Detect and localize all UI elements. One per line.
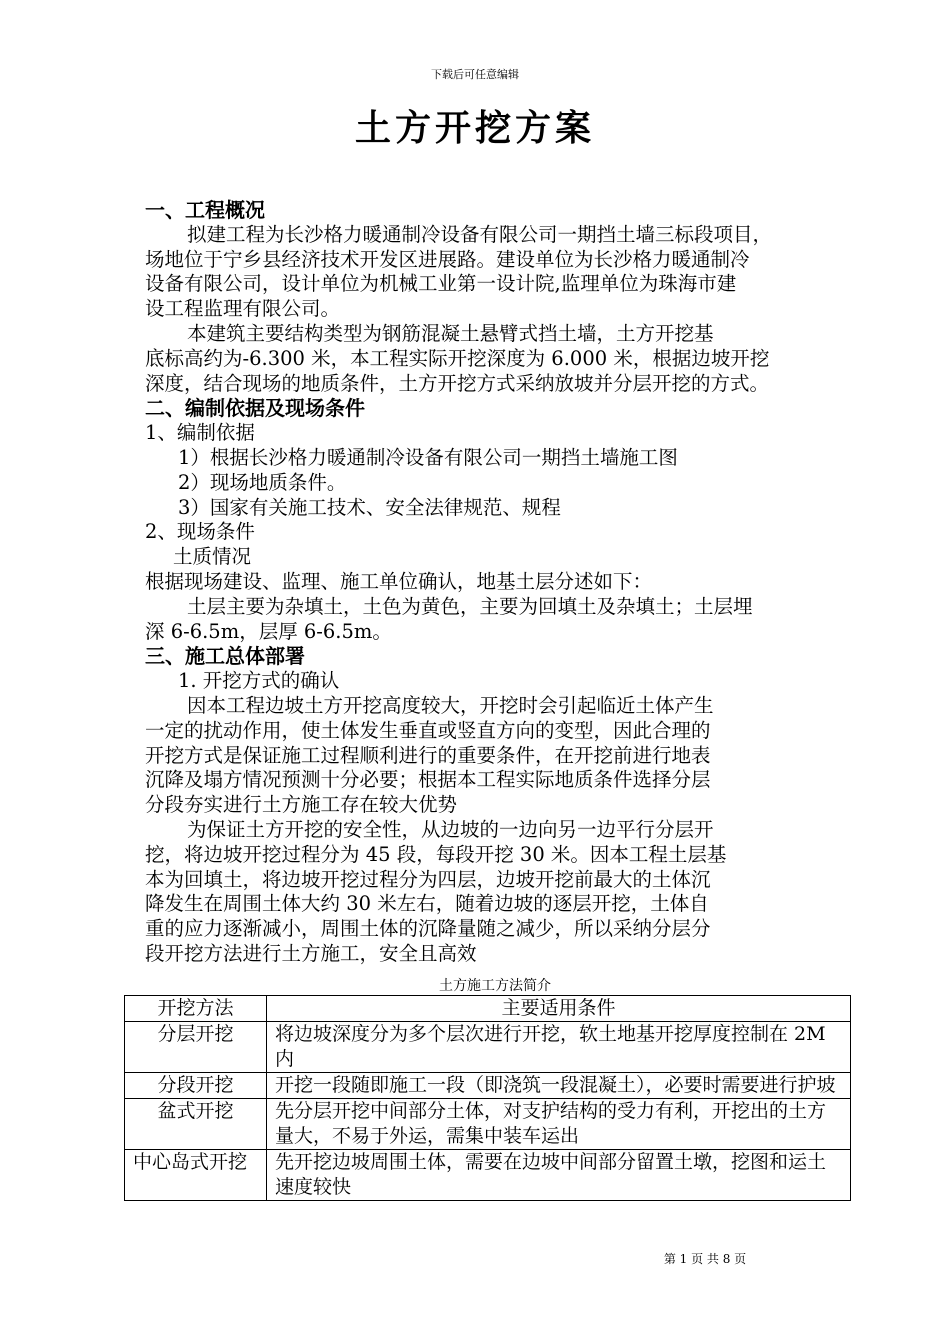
paragraph-line: 设工程监理有限公司。 [145,297,341,321]
paragraph-line: 根据现场建设、监理、施工单位确认，地基土层分述如下： [145,569,653,593]
list-item: 1）根据长沙格力暖通制冷设备有限公司一期挡土墙施工图 [178,445,678,469]
condition-cell: 开挖一段随即施工一段（即浇筑一段混凝土），必要时需要进行护坡 [267,1073,851,1099]
paragraph-line: 重的应力逐渐减小，周围土体的沉降量随之减少，所以采纳分层分 [145,917,711,941]
method-cell: 中心岛式开挖 [125,1150,267,1201]
paragraph-line: 分段夯实进行土方施工存在较大优势 [145,793,458,817]
section-heading-1: 一、工程概况 [145,198,265,222]
method-cell: 分段开挖 [125,1073,267,1099]
paragraph-line: 设备有限公司，设计单位为机械工业第一设计院,监理单位为珠海市建 [145,272,737,296]
paragraph-line: 降发生在周围土体大约 30 米左右，随着边坡的逐层开挖，土体自 [145,892,709,916]
table-header-cell: 开挖方法 [125,996,267,1022]
document-body [145,198,855,967]
section-heading-2: 二、编制依据及现场条件 [145,396,365,421]
paragraph-line: 段开挖方法进行土方施工，安全且高效 [145,941,477,965]
paragraph-line: 为保证土方开挖的安全性，从边坡的一边向另一边平行分层开 [187,817,714,841]
subheading: 1. 开挖方式的确认 [178,669,340,693]
table-row [125,1022,851,1073]
paragraph-line: 一定的扰动作用，使土体发生垂直或竖直方向的变型，因此合理的 [145,718,711,742]
table-row [125,1150,851,1201]
subheading: 1、编制依据 [145,421,255,445]
list-item: 3）国家有关施工技术、安全法律规范、规程 [178,495,561,519]
paragraph-line: 开挖方式是保证施工过程顺利进行的重要条件，在开挖前进行地表 [145,743,711,767]
condition-cell: 先开挖边坡周围土体，需要在边坡中间部分留置土墩，挖图和运土速度较快 [267,1150,851,1201]
paragraph-line: 场地位于宁乡县经济技术开发区进展路。建设单位为长沙格力暖通制冷 [145,247,750,271]
paragraph-line: 本建筑主要结构类型为钢筋混凝土悬臂式挡土墙，土方开挖基 [187,321,714,345]
table-row [125,1099,851,1150]
page-title: 土方开挖方案 [354,108,595,149]
paragraph-line: 拟建工程为长沙格力暖通制冷设备有限公司一期挡土墙三标段项目， [187,222,773,246]
paragraph-line: 沉降及塌方情况预测十分必要；根据本工程实际地质条件选择分层 [145,768,711,792]
methods-table [124,995,851,1201]
table-row [125,1073,851,1099]
method-cell: 分层开挖 [125,1022,267,1073]
table-caption: 土方施工方法简介 [439,978,551,994]
paragraph-line: 底标高约为-6.300 米，本工程实际开挖深度为 6.000 米，根据边坡开挖 [145,346,770,370]
header-note: 下载后可任意编辑 [431,68,519,81]
paragraph-line: 本为回填土，将边坡开挖过程分为四层，边坡开挖前最大的土体沉 [145,867,711,891]
paragraph-line: 土层主要为杂填土，土色为黄色，主要为回填土及杂填土；土层埋 [187,594,753,618]
paragraph-line: 挖，将边坡开挖过程分为 45 段，每段开挖 30 米。因本工程土层基 [145,842,727,866]
paragraph-line: 深度，结合现场的地质条件，土方开挖方式采纳放坡并分层开挖的方式。 [145,371,770,395]
table-header-row [125,996,851,1022]
method-cell: 盆式开挖 [125,1099,267,1150]
paragraph-line: 因本工程边坡土方开挖高度较大，开挖时会引起临近土体产生 [187,693,714,717]
subheading: 土质情况 [173,545,252,569]
section-heading-3: 三、施工总体部署 [145,644,305,669]
paragraph-line: 深 6-6.5m，层厚 6-6.5m。 [145,619,392,643]
condition-cell: 将边坡深度分为多个层次进行开挖，软土地基开挖厚度控制在 2M 内 [267,1022,851,1073]
table-header-cell: 主要适用条件 [267,996,851,1022]
list-item: 2）现场地质条件。 [178,470,347,494]
page-number: 第 1 页 共 8 页 [663,1252,747,1266]
condition-cell: 先分层开挖中间部分土体，对支护结构的受力有利，开挖出的土方量大，不易于外运，需集中装车运出 [267,1099,851,1150]
subheading: 2、现场条件 [145,520,255,544]
